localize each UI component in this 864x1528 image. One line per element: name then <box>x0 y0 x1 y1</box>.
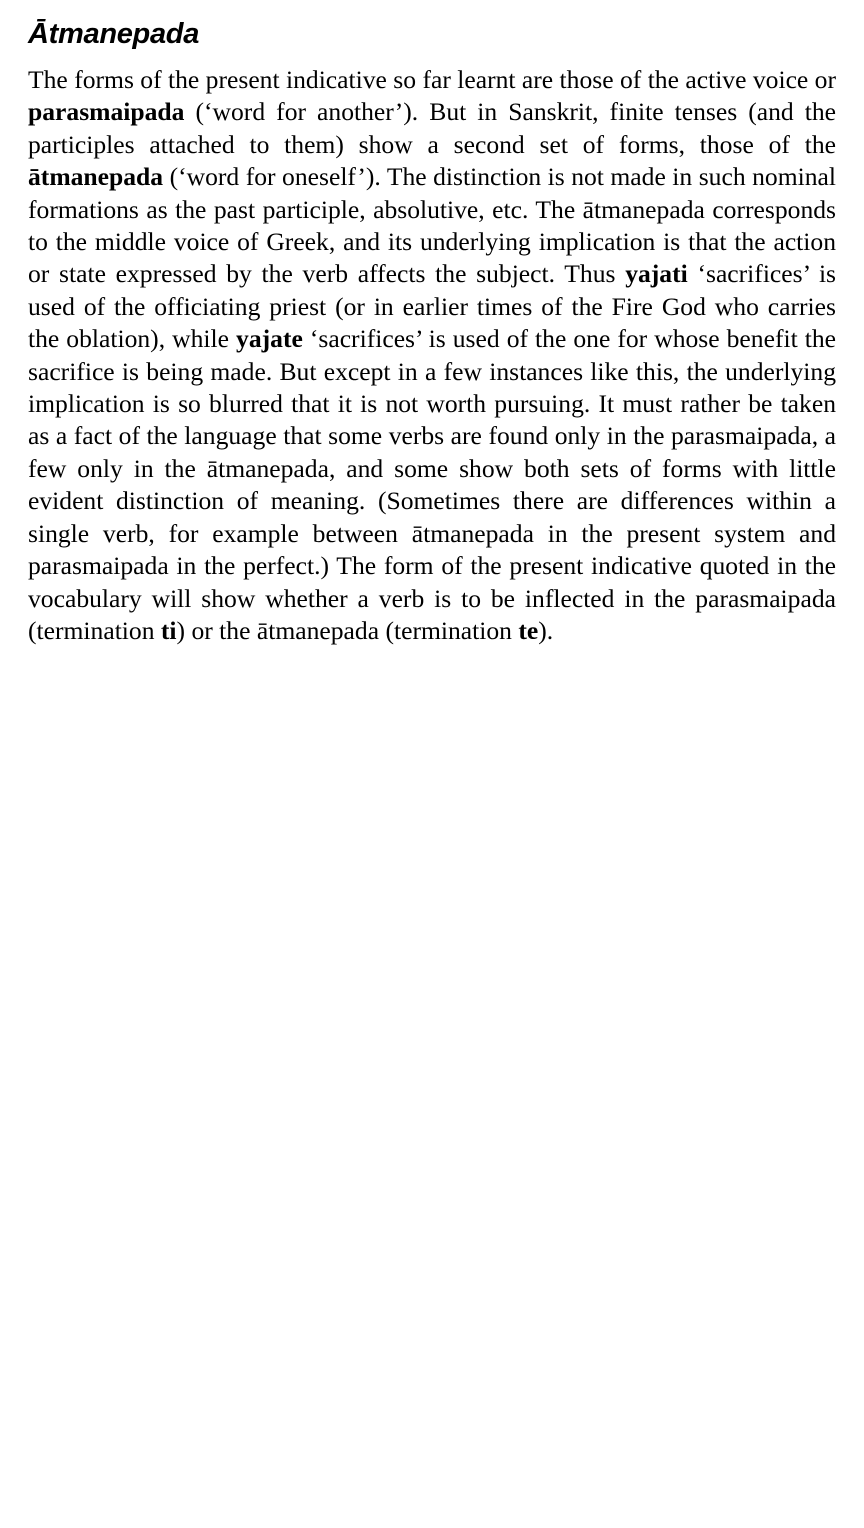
section-heading: Ātmanepada <box>28 18 200 50</box>
document-page <box>28 14 836 647</box>
term-ti: ti <box>160 615 177 645</box>
paragraph-text: (‘word for oneself’). The distinction is not made in such nominal formations as the past participle, absolutive, etc. The ātmanepada corresponds to the middle voice of Greek, and its underlying implication is that the action or state expressed by the verb affects the subject. Thus <box>28 162 836 289</box>
term-atmanepada: ātmanepada <box>28 162 164 192</box>
term-te: te <box>518 615 539 645</box>
term-yajate: yajate <box>236 324 303 354</box>
term-yajati: yajati <box>625 259 688 289</box>
term-parasmaipada: parasmaipada <box>28 97 185 127</box>
paragraph-text: ‘sacrifices’ is used of the one for whose benefit the sacrifice is being made. But except in a few instances like this, the underlying implication is so blurred that it is not worth pursuing. It must rather be taken as a fact of the language that some verbs are found only in the parasmaipada, a few only in the ātmanepada, and some show both sets of forms with little evident distinction of meaning. (Sometimes there are differences within a single verb, for example between ātmanepada in the present system and parasmaipada in the perfect.) The form of the present indicative quoted in the vocabulary will show whether a verb is to be inflected in the parasmaipada (termination <box>28 324 836 645</box>
paragraph-text: ). <box>538 615 554 645</box>
paragraph-text: ‘sacrifices’ is used of the officiating priest (or in earlier times of the Fire God who carries the oblation), while <box>28 259 837 354</box>
paragraph-text: (‘word for another’). But in Sanskrit, finite tenses (and the participles attached to them) show a second set of forms, those of the <box>28 97 836 159</box>
section-paragraph <box>28 64 836 647</box>
paragraph-text: ) or the ātmanepada (termination <box>176 615 519 645</box>
paragraph-text: The forms of the present indicative so far learnt are those of the active voice or <box>28 65 837 94</box>
